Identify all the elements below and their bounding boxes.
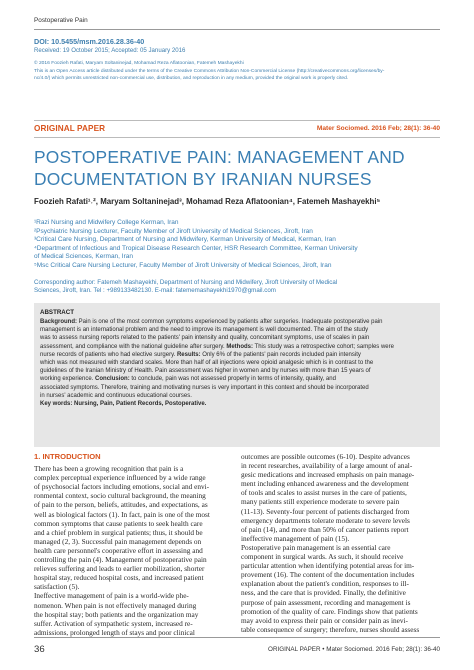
body-line: explanation about the patient's condition, responses to ill-: [241, 579, 409, 589]
body-line: and a chief problem in surgical patients; thus, it should be: [34, 527, 203, 537]
page-number: 36: [34, 644, 45, 655]
body-line: purpose of pain assessment, recording and management is: [241, 597, 411, 607]
corresponding-line: Sciences, Jiroft, Iran. Tel : +989133482130. E-mail: fatememashayekhi1970@gmail.com: [34, 287, 276, 295]
abstract-line: management is an international problem and the need to improve its management is well documented. The aim of the study: [40, 327, 369, 334]
abstract-line: assessment, and compliance with the national guideline after surgery. Methods: This study was a retrospective cohort; samples were: [40, 343, 394, 350]
body-line: complex perceptual experience influenced by a wide range: [34, 473, 206, 483]
license-block: [34, 60, 440, 83]
section-divider-bottom: [34, 137, 440, 138]
body-line: the hospital stay; both patients and the organization may: [34, 609, 199, 619]
body-line: of psychosocial factors including emotions, social and envi-: [34, 482, 210, 492]
license-text-line: This is an Open Access article distributed under the terms of the Creative Commons Attribution Non-Commercial License (http://creativecommons.org/licenses/by-: [34, 68, 385, 74]
doi-line[interactable]: DOI: 10.5455/msm.2016.28.36-40: [34, 37, 145, 46]
body-line: ment including enhanced awareness and the development: [241, 479, 409, 489]
body-line: emergency departments tolerate moderate to severe levels: [241, 515, 410, 525]
body-line: table consequence of surgery; therefore, nurses should assess: [241, 624, 420, 634]
keywords-line: Key words: Nursing, Pain, Patient Records, Postoperative.: [40, 401, 207, 408]
body-line: hospital stay, reduced hospital costs, and increased patient: [34, 573, 204, 583]
affiliation-line: ¹Razi Nursing and Midwifery College Kerman, Iran: [34, 219, 179, 226]
footer-divider: [34, 637, 440, 638]
body-line: ineffective management of pain (15).: [241, 533, 350, 543]
received-accepted-dates: Received: 19 October 2015; Accepted: 05 January 2016: [34, 47, 186, 54]
section-label: ORIGINAL PAPER: [34, 124, 106, 133]
body-line: (11-13). Seventy-four percent of patients discharged from: [241, 506, 410, 516]
body-line: many patients still experience moderate to severe pain: [241, 497, 400, 507]
body-column-left: [34, 452, 231, 637]
body-line: outcomes are possible outcomes (6-10). Despite advances: [241, 452, 410, 461]
body-line: Postoperative pain management is an essential care: [241, 542, 391, 552]
body-line: of tools and scales to assist nurses in the care of patients,: [241, 488, 407, 498]
body-line: provement (16). The content of the documentation includes: [241, 570, 415, 580]
running-head: Postoperative Pain: [34, 17, 88, 24]
abstract-label: Conclusion:: [95, 376, 130, 383]
affiliations: [34, 219, 444, 271]
body-line: Ineffective management of pain is a world-wide phe-: [34, 591, 189, 601]
copyright-line: © 2016 Foozieh Rafati, Maryam Soltaninejad, Mohamad Reza Aflatoonian, Fatemeh Mashayekhi: [34, 61, 244, 66]
abstract-line: guidelines of the Iranian Ministry of Health. Pain assessment was higher in women and by nurses with more than 15 years of: [40, 368, 371, 375]
abstract-label: Background:: [40, 319, 78, 325]
corresponding-author: [34, 279, 444, 295]
body-line: in recent researches, availability of a large amount of anal-: [241, 461, 413, 471]
affiliation-line: ³Critical Care Nursing, Department of Nursing and Midwifery, Kerman University of Medical, Kerman, Iran: [34, 236, 336, 244]
title-line: DOCUMENTATION BY IRANIAN NURSES: [34, 168, 372, 189]
affiliation-line: ²Psychiatric Nursing Lecturer, Faculty Member of Jiroft University of Medical Sciences, Jiroft, Iran: [34, 227, 313, 235]
body-line: satisfaction (5).: [34, 582, 80, 592]
header-divider: [34, 29, 440, 30]
abstract-label: Methods:: [226, 343, 253, 350]
affiliation-line: ⁴Department of Infectious and Tropical Disease Research Center, HSR Research Committee, Kerman University: [34, 244, 358, 252]
footer-journal-reference: ORIGINAL PAPER • Mater Sociomed. 2016 Feb; 28(1): 36-40: [268, 646, 440, 653]
body-line: gesic medications and increased emphasis on pain manage-: [241, 470, 415, 480]
title-line: POSTOPERATIVE PAIN: MANAGEMENT AND: [34, 147, 405, 167]
section-divider-top: [34, 120, 440, 121]
abstract-line: Background: Pain is one of the most common symptoms experienced by patients after surgeries. Inadequate postoperative pain: [40, 319, 383, 325]
body-line: relieves suffering and leads to earlier mobilization, shorter: [34, 564, 205, 574]
abstract-line: working experience. Conclusion: to conclude, pain was not assessed properly in terms of intensity, quality, and: [40, 376, 336, 383]
body-line: controlling the pain (4). Management of postoperative pain: [34, 555, 207, 565]
body-line: promotion of the quality of care. Findings show that patients: [241, 606, 418, 616]
body-line: health care personnel's cooperative effort in assessing and: [34, 545, 203, 555]
abstract-box: [34, 303, 440, 447]
body-line: particular attention when identifying potential areas for im-: [241, 561, 415, 571]
body-line: of pain to the person, beliefs, attitudes, and expectations, as: [34, 500, 208, 510]
body-line: component in surgical wards. As such, it should receive: [241, 552, 404, 562]
affiliation-line: ⁵Msc Critical Care Nursing Lecturer, Faculty Member of Jiroft University of Medical Sciences, Jiroft, Iran: [34, 261, 332, 269]
body-line: nomenon. When pain is not effectively managed during: [34, 600, 197, 610]
abstract-line: associated symptoms. Therefore, training and motivating nurses is very important in this context and should be incorporated: [40, 384, 369, 391]
license-text-line: nc/4.0/) which permits unrestricted non-commercial use, distribution, and reproduction in any medium, provided the original work is properly cited.: [34, 76, 349, 82]
abstract-heading: ABSTRACT: [40, 309, 75, 316]
corresponding-line: Corresponding author: Fatemeh Mashayekhi, Department of Nursing and Midwifery, Jiroft University of Medical: [34, 279, 338, 286]
body-column-right: [241, 452, 438, 634]
body-line: ronmental context, socio cultural background, the meaning: [34, 491, 206, 501]
body-line: suffer. Activation of sympathetic system, increased re-: [34, 618, 193, 628]
body-line: may avoid to express their pain or consider pain as inevi-: [241, 615, 408, 625]
affiliation-line: of Medical Sciences, Kerman, Iran: [34, 253, 133, 261]
author-list: Foozieh Rafati¹˒², Maryam Soltaninejad³, Mohamad Reza Aflatoonian⁴, Fatemeh Mashayekhi⁵: [34, 197, 381, 206]
abstract-label: Results:: [176, 351, 201, 358]
abstract-line: in nurses' academic and continuous educational courses.: [40, 392, 192, 399]
body-line: well as biological factors (1). In fact, pain is one of the most: [34, 509, 210, 519]
introduction-heading: 1. INTRODUCTION: [34, 452, 101, 461]
abstract-line: nurse records of patients who had elective surgery. Results: Only 6% of the patients' pain records included pain intensity: [40, 351, 361, 358]
journal-reference: Mater Sociomed. 2016 Feb; 28(1): 36-40: [316, 125, 440, 132]
body-line: of pain (14), and more than 50% of cancer patients report: [241, 524, 409, 534]
abstract-label: Key words:: [40, 401, 73, 408]
body-line: common symptoms that cause patients to seek health care: [34, 518, 203, 528]
body-line: There has been a growing recognition that pain is a: [34, 464, 184, 474]
abstract-line: which was not measured with standard scales. More than half of all injections were opioid analgesic which is in contrast to the: [40, 360, 374, 367]
abstract-line: was to assess nursing reports related to the patients' pain intensity and quality, concomitant symptoms, use of scales in pain: [40, 335, 370, 342]
body-line: ness, and the care that is provided. Finally, the definitive: [241, 588, 406, 598]
body-line: admissions, prolonged length of stays and poor clinical: [34, 627, 195, 637]
article-title: [34, 147, 444, 190]
body-line: managed (2, 3). Successful pain management depends on: [34, 536, 202, 546]
